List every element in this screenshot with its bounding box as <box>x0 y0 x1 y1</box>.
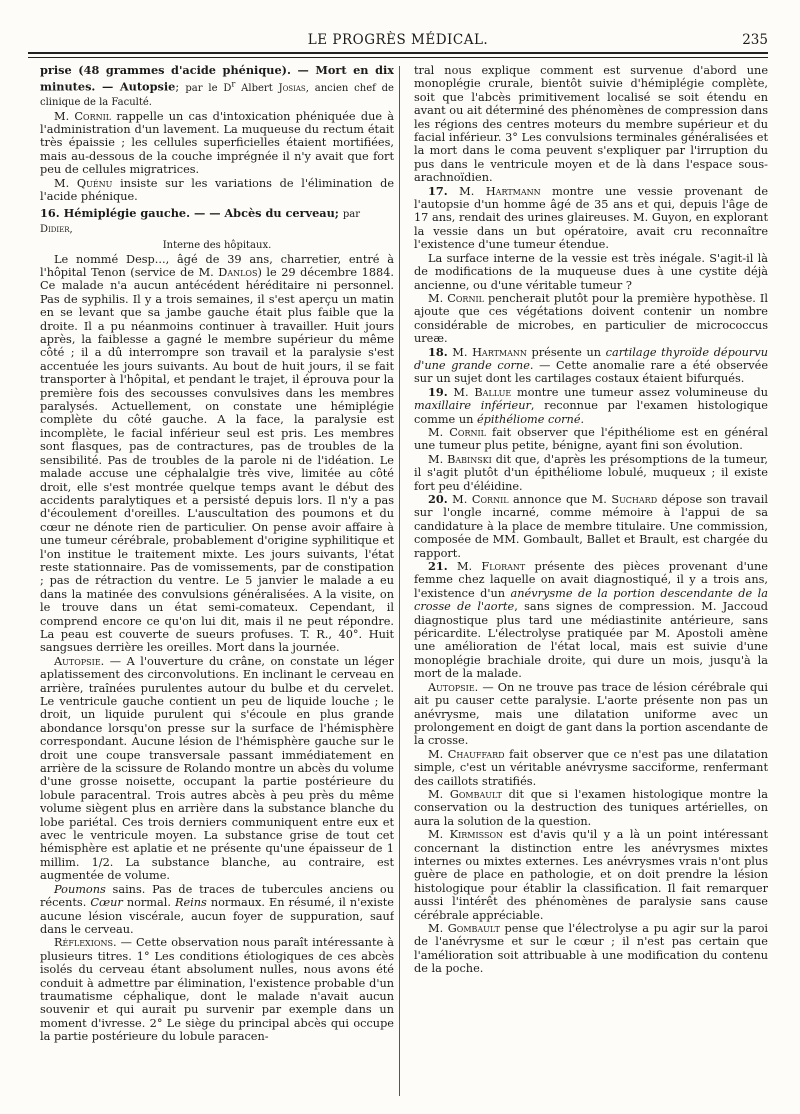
running-header <box>28 30 768 50</box>
paragraph: 21. M. Florant présente des pièces provenant d'une femme chez laquelle on avait diagnostiqué, il y a trois ans, l'existence d'un anévrysme de la portion descendante de la crosse de l'aorte, sans signes de compression. M. Jaccoud diagnostique plus tard une médiastinite antérieure, sans péricardite. L'électrolyse pratiquée par M. Apostoli amène une amélioration de l'état local, mais est suivie d'une monoplégie brachiale droite, qui dure un mois, jusqu'à la mort de la malade. <box>414 559 768 681</box>
right-column <box>414 64 768 1104</box>
paragraph: M. Gombault pense que l'électrolyse a pu agir sur la paroi de l'anévrysme et sur le cœur ; il n'est pas certain que l'amélioration soit attribuable à une modification du contenu de la poche. <box>414 922 768 976</box>
column-separator <box>399 66 400 1096</box>
left-column <box>40 64 394 1104</box>
paragraph: M. Cornil pencherait plutôt pour la première hypothèse. Il ajoute que ces végétations doivent contenir un nombre considérable de microbes, en particulier de micrococcus ureæ. <box>414 291 768 346</box>
paragraph: tral nous explique comment est survenue d'abord une monoplégie crurale, bientôt suivie d'hémiplégie complète, soit que l'abcès primitivement localisé se soit étendu en avant ou ait déterminé des phénomènes de compression dans les régions des centres moteurs du membre supérieur et du facial inférieur. 3° Les convulsions terminales généralisées et la mort dans le coma peuvent s'expliquer par l'irruption du pus dans le ventricule moyen et de là dans l'espace sous-arachnoïdien. <box>414 64 768 185</box>
paragraph: M. Babinski dit que, d'après les présomptions de la tumeur, il s'agit plutôt d'un épithéliome lobulé, muqueux ; il existe fort peu d'éléidine. <box>414 452 768 493</box>
paragraph: 19. M. Ballue montre une tumeur assez volumineuse du maxillaire inférieur, reconnue par l'examen histologique comme un épithéliome corné. <box>414 384 768 426</box>
paragraph: prise (48 grammes d'acide phénique). — Mort en dix minutes. — Autopsie; par le $D^r$ Albert Josias, ancien chef de clinique de la Faculté. <box>40 64 394 109</box>
paragraph: M. Cornil fait observer que l'épithéliome est en général une tumeur plus petite, bénigne, ayant fini son évolution. <box>414 425 768 453</box>
paragraph: M. Quénu insiste sur les variations de l'élimination de l'acide phénique. <box>40 176 394 203</box>
paragraph: 20. M. Cornil annonce que M. Suchard dépose son travail sur l'ongle incarné, comme mémoire à l'appui de sa candidature à la place de membre titulaire. Une commission, composée de MM. Gombault, Ballet et Brault, est chargée du rapport. <box>414 492 768 560</box>
paragraph: Poumons sains. Pas de traces de tubercules anciens ou récents. Cœur normal. Reins normaux. En résumé, il n'existe aucune lésion viscérale, aucun foyer de suppuration, sauf dans le cerveau. <box>40 882 394 936</box>
section-heading: 16. Hémiplégie gauche. — — Abcès du cerveau; par Didier, <box>40 206 361 235</box>
journal-title: LE PROGRÈS MÉDICAL. <box>307 32 489 48</box>
paragraph: Interne des hôpitaux. <box>162 240 272 252</box>
paragraph: M. Gombault dit que si l'examen histologique montre la conservation ou la destruction des tuniques artérielles, on aura la solution de la question. <box>414 787 768 828</box>
paragraph: Autopsie. — A l'ouverture du crâne, on constate un léger aplatissement des circonvolutions. En inclinant le cerveau en arrière, traînées purulentes autour du bulbe et du cervelet. Le ventricule gauche contient un peu de liquide louche ; le droit, un liquide purulent qui s'écoule en plus grande abondance lorsqu'on presse sur la surface de l'hémisphère correspondant. Aucune lésion de l'hémisphère gauche sur le droit une coupe transversale passant immédiatement en arrière de la scissure de Rolando montre un abcès du volume d'une grosse noisette, occupant la partie postérieure du lobule paracentral. Trois autres abcès à peu près du même volume siègent plus en arrière dans la substance blanche du lobe pariétal. Ces trois derniers communiquent entre eux et avec le ventricule moyen. La substance grise de tout cet hémisphère est aplatie et ne présente qu'une épaisseur de 1 millim. 1/2. La substance blanche, au contraire, est augmentée de volume. <box>40 654 394 883</box>
paragraph: Le nommé Desp..., âgé de 39 ans, charretier, entré à l'hôpital Tenon (service de M. Danlos) le 29 décembre 1884. Ce malade n'a aucun antécédent héréditaire ni personnel. Pas de syphilis. Il y a trois semaines, il s'est aperçu un matin en se levant que sa jambe gauche était plus faible que la droite. Il a pu néanmoins continuer à travailler. Huit jours après, la faiblesse a gagné le membre supérieur du même côté ; il a dû interrompre son travail et la paralysie s'est accentuée les jours suivants. Au bout de huit jours, il se fait transporter à l'hôpital, et pendant le trajet, il éprouva pour la première fois des secousses convulsives dans les membres paralysés. Actuellement, on constate une hémiplégie complète du côté gauche. A la face, la paralysie est incomplète, le facial inférieur seul est pris. Les membres sont flasques, pas de contractures, pas de troubles de la sensibilité. Pas de troubles de la parole ni de l'idéation. Le malade accuse une céphalalgie très vive, limitée au côté droit, elle s'est montrée quelque temps avant le début des accidents paralytiques et a persisté depuis lors. Il n'y a pas d'écoulement d'oreilles. L'auscultation des poumons et du cœur ne dénote rien de particulier. On pense avoir affaire à une tumeur cérébrale, probablement d'origine syphilitique et l'on institue le traitement mixte. Les jours suivants, l'état reste stationnaire. Pas de vomissements, par de constipation ; pas de rétraction du ventre. Le 5 janvier le malade a eu dans la matinée des convulsions généralisées. A la visite, on le trouve dans un état semi-comateux. Cependant, il comprend encore ce qu'on lui dit, mais il ne peut répondre. La peau est couverte de sueurs profuses. T. R., 40°. Huit sangsues derrière les oreilles. Mort dans la journée. <box>40 252 394 655</box>
paragraph: 17. M. Hartmann montre une vessie provenant de l'autopsie d'un homme âgé de 35 ans et qui, depuis l'âge de 17 ans, rendait des urines glaireuses. M. Guyon, en explorant la vessie dans un but opératoire, avait cru reconnaître l'existence d'une tumeur étendue. <box>414 183 768 252</box>
page-number: 235 <box>742 32 768 48</box>
header-rule-thick <box>28 52 768 54</box>
header-rule-thin <box>28 57 768 58</box>
paragraph: M. Chauffard fait observer que ce n'est pas une dilatation simple, c'est un véritable anévrysme sacciforme, renfermant des caillots stratifiés. <box>414 747 768 788</box>
paragraph: M. Cornil rappelle un cas d'intoxication phéniquée due à l'administration d'un lavement. La muqueuse du rectum était très épaissie ; les cellules superficielles étaient mortifiées, mais au-dessous de la couche imprégnée il n'y avait que fort peu de cellules migratrices. <box>40 109 394 177</box>
paragraph: 18. M. Hartmann présente un cartilage thyroïde dépourvu d'une grande corne. — Cette anomalie rare a été observée sur un sujet dont les cartilages costaux étaient bifurqués. <box>414 344 768 386</box>
paragraph: M. Kirmisson est d'avis qu'il y a là un point intéressant concernant la distinction entre les anévrysmes mixtes internes ou mixtes externes. Les anévrysmes vrais n'ont plus guère de place en pathologie, et on doit prendre la lésion histologique pour établir la classification. Il fait remarquer aussi l'intérêt des phénomènes de paralysie sans cause cérébrale appréciable. <box>414 828 768 922</box>
paragraph: Réflexions. — Cette observation nous paraît intéressante à plusieurs titres. 1° Les conditions étiologiques de ces abcès isolés du cerveau étant absolument nulles, nous avons été conduit à admettre par élimination, l'existence probable d'un traumatisme céphalique, dont le malade n'avait aucun souvenir et qui aurait pu survenir par exemple dans un moment d'ivresse. 2° Le siège du principal abcès qui occupe la partie postérieure du lobule paracen- <box>40 936 394 1044</box>
paragraph: Autopsie. — On ne trouve pas trace de lésion cérébrale qui ait pu causer cette paralysie. L'aorte présente non pas un anévrysme, mais une dilatation uniforme avec un prolongement en doigt de gant dans la portion ascendante de la crosse. <box>414 680 768 748</box>
paragraph: La surface interne de la vessie est très inégale. S'agit-il là de modifications de la muqueuse dues à une cystite déjà ancienne, ou d'une véritable tumeur ? <box>414 251 768 292</box>
